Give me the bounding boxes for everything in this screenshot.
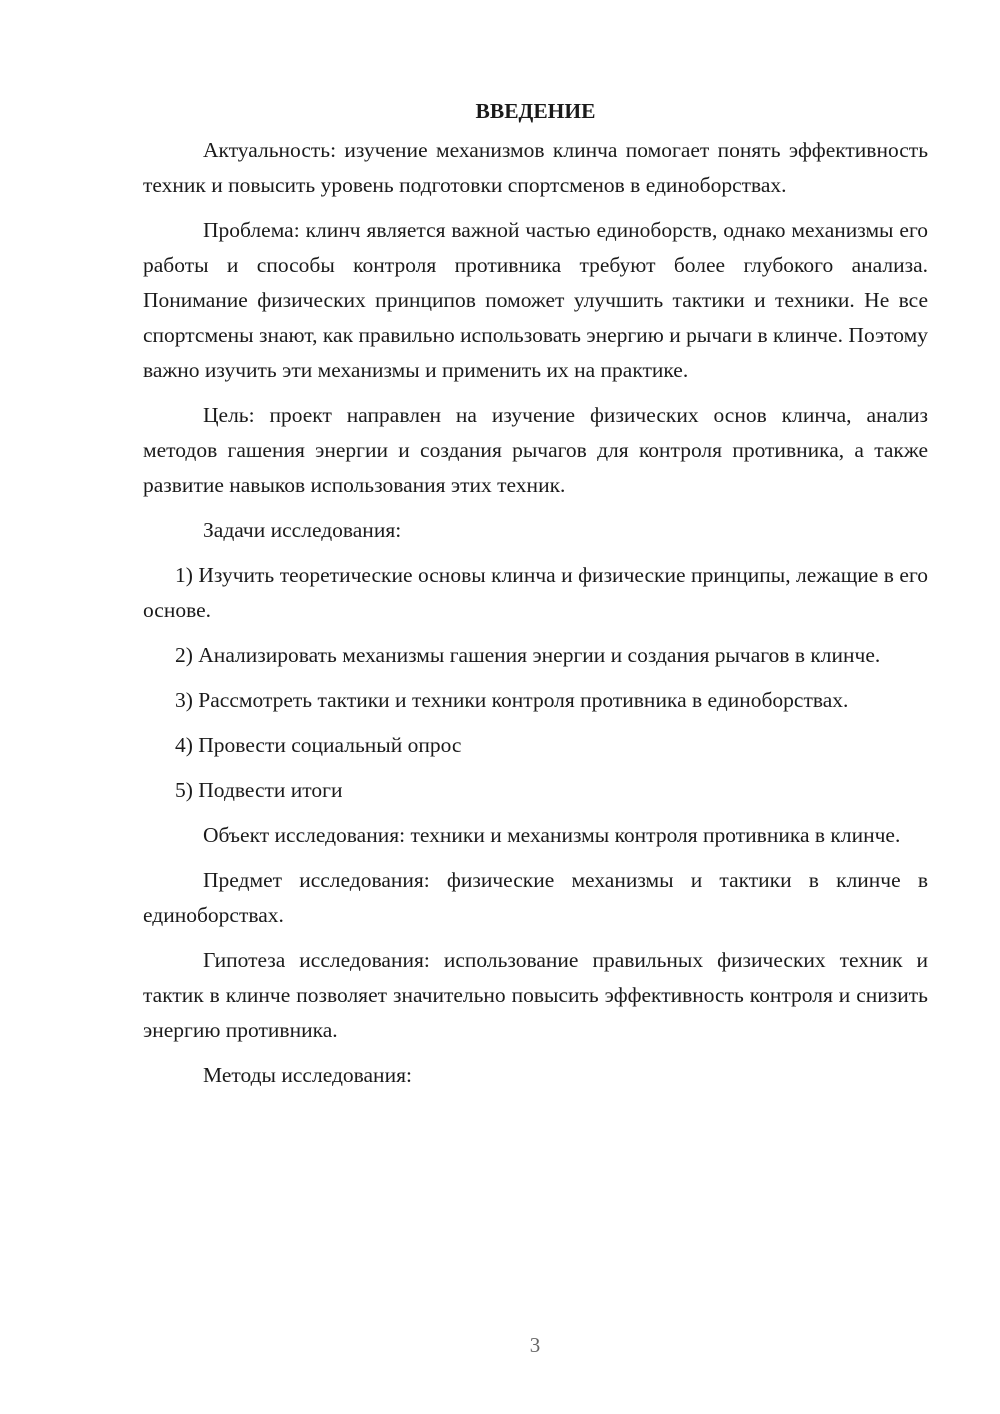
page-content: [143, 94, 928, 1103]
problem-paragraph: Проблема: клинч является важной частью единоборств, однако механизмы его работы и способы контроля противника требуют более глубокого анализа. Понимание физических принципов поможет улучшить тактики и техники. Не все спортсмены знают, как правильно использовать энергию и рычаги в клинче. Поэтому важно изучить эти механизмы и применить их на практике.: [143, 218, 928, 382]
subject-paragraph: Предмет исследования: физические механизмы и тактики в клинче в единоборствах.: [143, 868, 928, 927]
task-item: 1) Изучить теоретические основы клинча и физические принципы, лежащие в его основе.: [143, 563, 928, 622]
page-number: 3: [529, 1333, 541, 1357]
tasks-heading: Задачи исследования:: [203, 518, 402, 542]
hypothesis-paragraph: Гипотеза исследования: использование правильных физических техник и тактик в клинче позволяет значительно повысить эффективность контроля и снизить энергию противника.: [143, 948, 928, 1042]
relevance-paragraph: Актуальность: изучение механизмов клинча помогает понять эффективность техник и повысить уровень подготовки спортсменов в единоборствах.: [143, 138, 928, 197]
object-paragraph: Объект исследования: техники и механизмы контроля противника в клинче.: [203, 823, 901, 847]
task-item: 4) Провести социальный опрос: [175, 733, 462, 757]
task-item: 3) Рассмотреть тактики и техники контроля противника в единоборствах.: [175, 688, 849, 712]
section-title: ВВЕДЕНИЕ: [475, 99, 596, 123]
goal-paragraph: Цель: проект направлен на изучение физических основ клинча, анализ методов гашения энергии и создания рычагов для контроля противника, а также развитие навыков использования этих техник.: [143, 403, 928, 497]
methods-heading: Методы исследования:: [203, 1063, 412, 1087]
task-item: 2) Анализировать механизмы гашения энергии и создания рычагов в клинче.: [175, 643, 881, 667]
task-item: 5) Подвести итоги: [175, 778, 343, 802]
